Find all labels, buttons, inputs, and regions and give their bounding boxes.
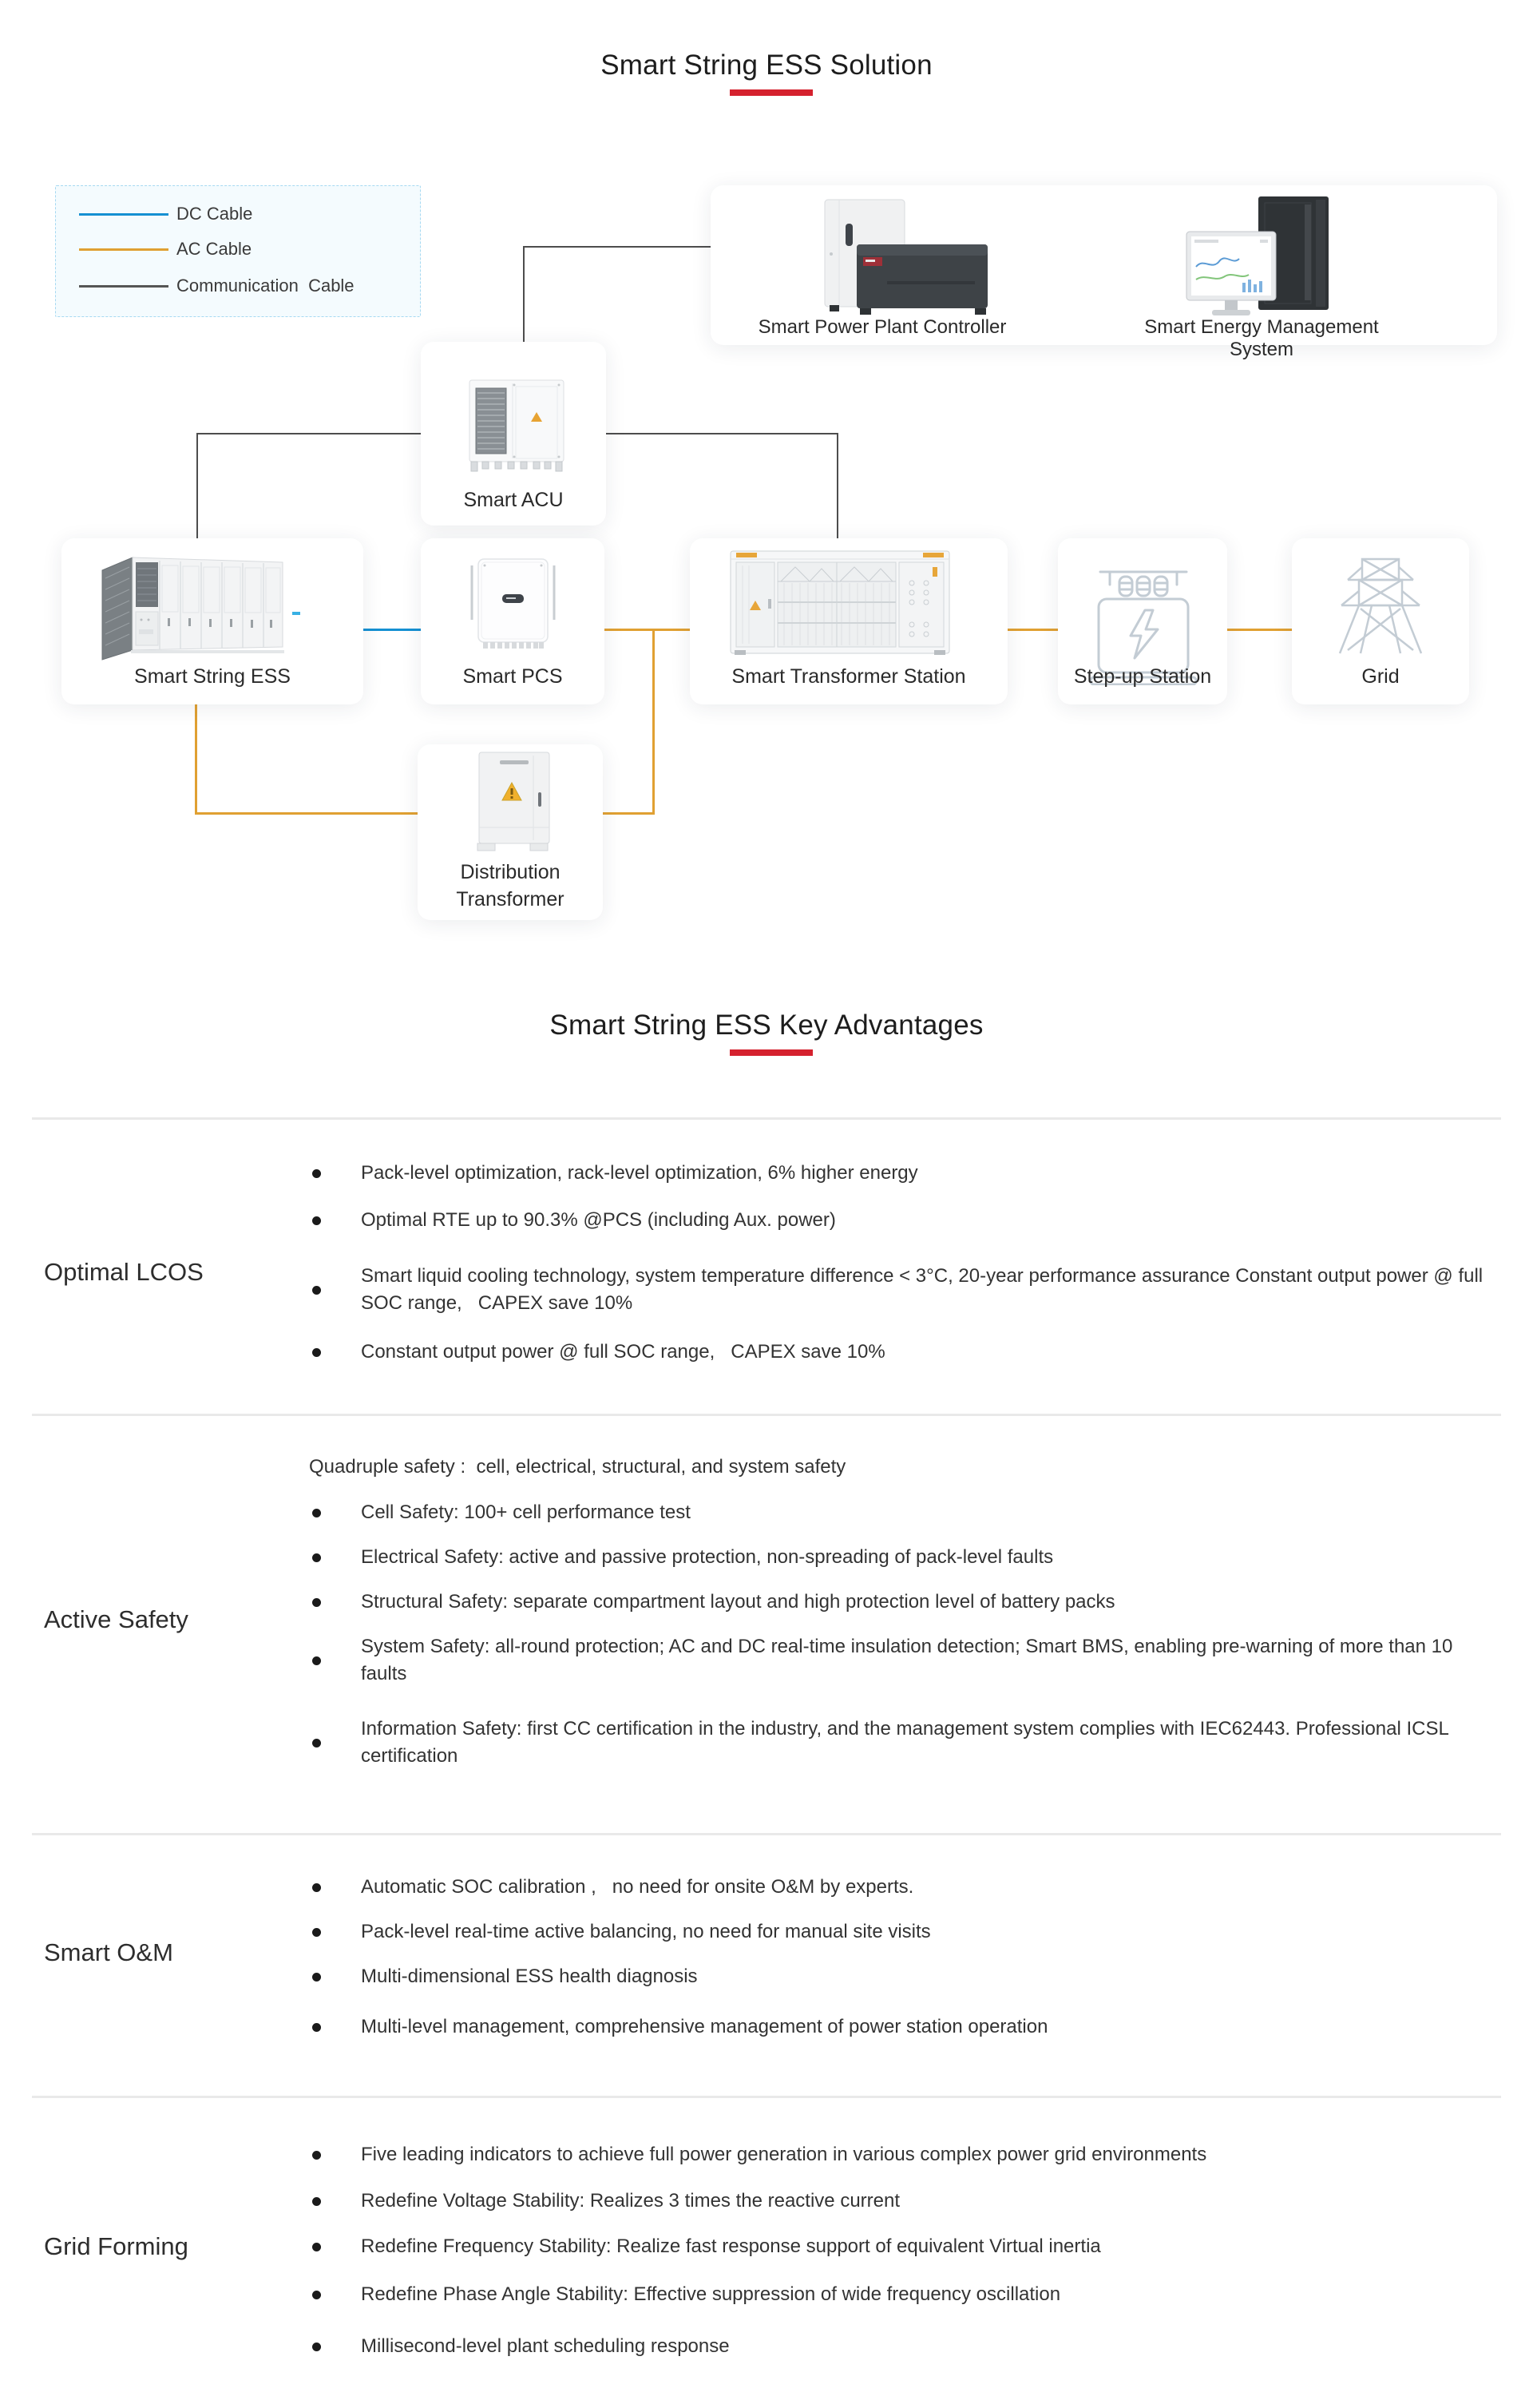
bullet-dot (312, 2243, 321, 2251)
communication-wire-right-horizontal (606, 433, 838, 434)
bullet-dot (312, 2291, 321, 2299)
row-label-active-safety: Active Safety (44, 1605, 188, 1633)
bullet-item: Multi-level management, comprehensive management of power station operation (312, 2013, 1510, 2041)
ac-cable-station-to-stepup (1008, 629, 1058, 631)
cable-legend (55, 185, 421, 317)
ac-cable-bottom-right (603, 812, 655, 815)
communication-wire-acu-riser (523, 246, 525, 343)
ac-cable-legend-line-icon (79, 248, 168, 251)
bullet-item: Cell Safety: 100+ cell performance test (312, 1499, 1510, 1526)
bullet-item: Multi-dimensional ESS health diagnosis (312, 1963, 1510, 1990)
ac-cable-ess-down (195, 704, 197, 815)
bullet-item: System Safety: all-round protection; AC and DC real-time insulation detection; Smart BMS, enabling pre-warning of more than 10 faults (312, 1633, 1510, 1688)
grid-label: Grid (1361, 665, 1400, 688)
ess-label: Smart String ESS (134, 665, 291, 688)
ac-cable-stepup-to-grid (1227, 629, 1292, 631)
row-label-grid-forming: Grid Forming (44, 2232, 188, 2260)
bullet-item: Electrical Safety: active and passive protection, non-spreading of pack-level faults (312, 1544, 1510, 1571)
step-up-station-card (1058, 538, 1227, 704)
bullet-dot (312, 1739, 321, 1747)
row-divider (32, 2096, 1501, 2098)
dc-cable-legend-line-icon (79, 213, 168, 216)
ac-cable-pcs-to-station (604, 629, 690, 631)
bullet-dot (312, 1973, 321, 1982)
bullet-item: Millisecond-level plant scheduling response (312, 2333, 1510, 2360)
smart-pcs-card (421, 538, 604, 704)
bullet-item: Information Safety: first CC certification in the industry, and the management system complies with IEC62443. Professional ICSL certification (312, 1716, 1510, 1770)
row-divider (32, 1414, 1501, 1416)
bullet-dot (312, 1216, 321, 1225)
controller-cabinet-icon (810, 198, 994, 318)
ess-container-icon (94, 551, 302, 663)
legend-communication-label: Communication Cable (176, 276, 355, 296)
bullet-dot (312, 1169, 321, 1178)
bullet-dot (312, 1286, 321, 1295)
pcs-label: Smart PCS (462, 665, 563, 688)
row-label-optimal-lcos: Optimal LCOS (44, 1258, 204, 1286)
transmission-tower-icon (1330, 553, 1431, 658)
management-systems-card (711, 185, 1497, 360)
solution-title: Smart String ESS Solution (600, 50, 933, 81)
bullet-dot (312, 2151, 321, 2160)
communication-cable-legend-line-icon (79, 285, 168, 288)
bullet-item: Five leading indicators to achieve full power generation in various complex power grid environments (312, 2141, 1510, 2168)
ac-cable-distribution-riser (652, 630, 655, 815)
bullet-dot (312, 1598, 321, 1607)
bullet-dot (312, 1509, 321, 1517)
bullet-item: Automatic SOC calibration , no need for onsite O&M by experts. (312, 1874, 1510, 1901)
pcs-inverter-icon (467, 556, 559, 656)
grid-card (1292, 538, 1469, 704)
row-divider (32, 1833, 1501, 1835)
distribution-transformer-card (418, 744, 603, 920)
legend-ac-label: AC Cable (176, 239, 252, 259)
bullet-dot (312, 1928, 321, 1937)
legend-dc-label: DC Cable (176, 204, 253, 224)
quadruple-safety-intro: Quadruple safety : cell, electrical, structural, and system safety (309, 1456, 846, 1478)
distribution-label-line2: Transformer (456, 888, 564, 910)
solution-title-underline (730, 89, 813, 96)
ac-cable-bottom-left (195, 812, 418, 815)
bullet-item: Redefine Voltage Stability: Realizes 3 times the reactive current (312, 2188, 1510, 2215)
row-divider (32, 1117, 1501, 1120)
smart-acu-card (421, 342, 606, 526)
bullet-item: Optimal RTE up to 90.3% @PCS (including Aux. power) (312, 1207, 1510, 1234)
bullet-dot (312, 2023, 321, 2032)
bullet-dot (312, 2197, 321, 2206)
smart-string-ess-card (61, 538, 363, 704)
distribution-cabinet-icon (469, 751, 561, 859)
row-label-smart-om: Smart O&M (44, 1938, 173, 1966)
ems-label: Smart Energy Management System (1144, 316, 1379, 360)
step-up-label: Step-up Station (1073, 665, 1212, 688)
bullet-item: Pack-level real-time active balancing, no need for manual site visits (312, 1918, 1510, 1946)
bullet-item: Pack-level optimization, rack-level optimization, 6% higher energy (312, 1160, 1510, 1187)
communication-wire-to-controller (523, 246, 711, 248)
bullet-dot (312, 1656, 321, 1665)
dc-cable-wire (363, 629, 421, 631)
bullet-dot (312, 1883, 321, 1892)
communication-wire-to-transformer-station (837, 433, 838, 540)
transformer-station-label: Smart Transformer Station (731, 665, 966, 688)
transformer-station-container-icon (728, 546, 952, 661)
advantages-title: Smart String ESS Key Advantages (549, 1010, 984, 1041)
smart-transformer-station-card (690, 538, 1008, 704)
acu-label: Smart ACU (463, 489, 564, 511)
advantages-title-underline (730, 1049, 813, 1056)
distribution-label-line1: Distribution (460, 861, 561, 883)
communication-wire-left-horizontal (196, 433, 421, 434)
bullet-item: Structural Safety: separate compartment layout and high protection level of battery packs (312, 1589, 1510, 1616)
bullet-dot (312, 2343, 321, 2351)
bullet-item: Constant output power @ full SOC range, CAPEX save 10% (312, 1339, 1510, 1366)
bullet-item: Smart liquid cooling technology, system temperature difference < 3°C, 20-year performance assurance Constant output power @ full SOC range, CAPEX save 10% (312, 1263, 1510, 1317)
bullet-dot (312, 1348, 321, 1357)
bullet-item: Redefine Phase Angle Stability: Effective suppression of wide frequency oscillation (312, 2281, 1510, 2308)
bullet-item: Redefine Frequency Stability: Realize fast response support of equivalent Virtual inertia (312, 2233, 1510, 2260)
acu-unit-icon (463, 372, 571, 484)
communication-wire-to-ess (196, 433, 198, 540)
controller-label: Smart Power Plant Controller (758, 316, 1007, 338)
bullet-dot (312, 1553, 321, 1562)
server-rack-monitor-icon (1180, 195, 1352, 319)
